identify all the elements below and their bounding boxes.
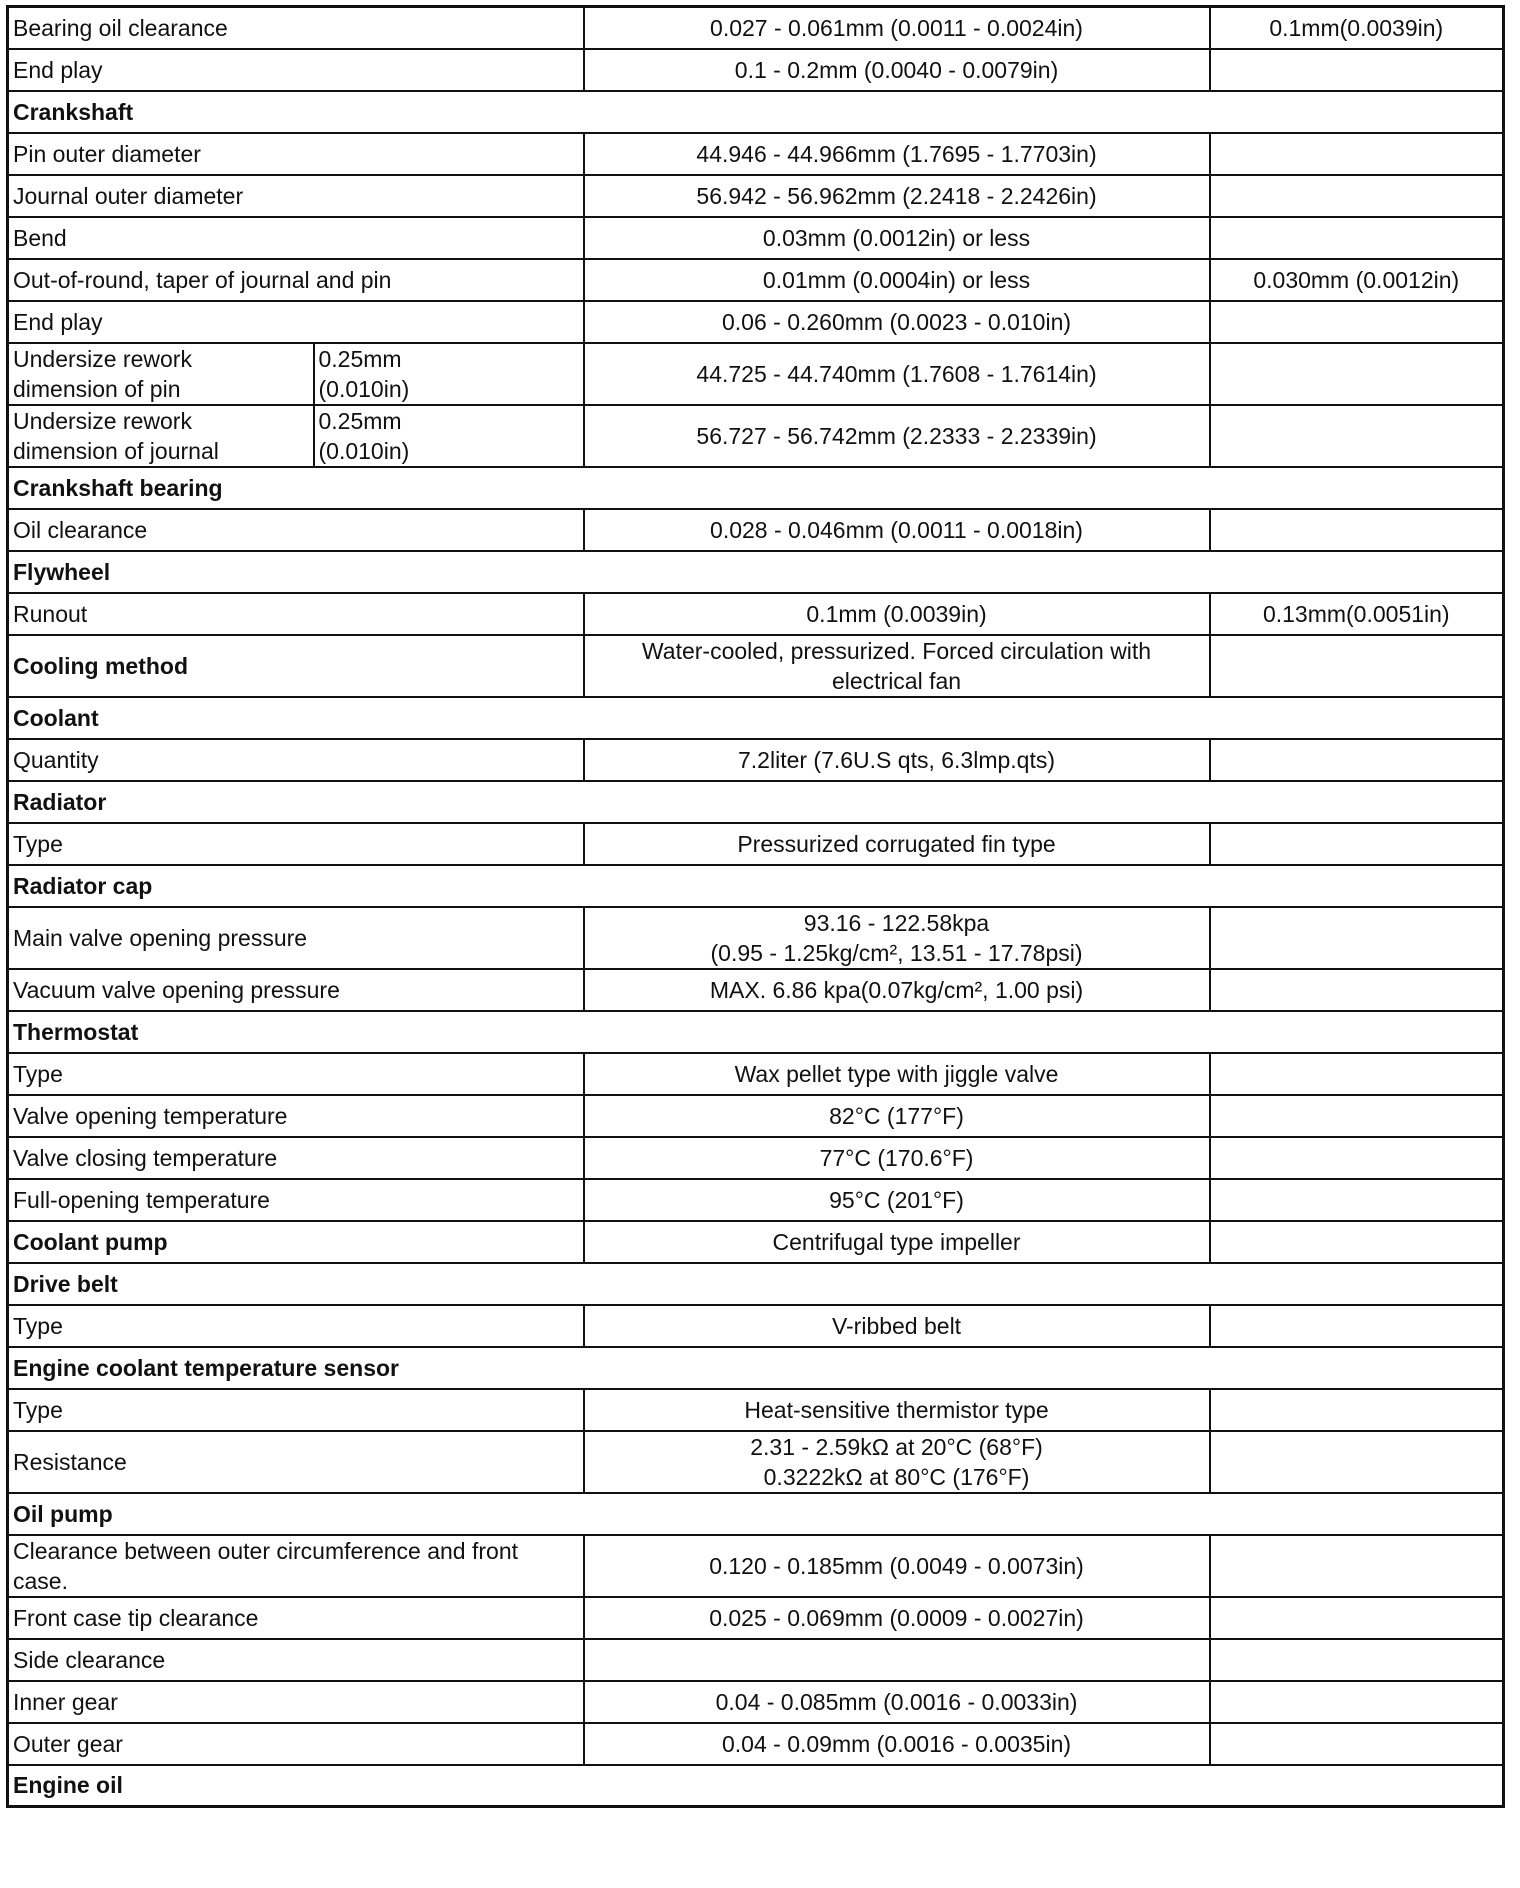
spec-label: Front case tip clearance — [8, 1597, 584, 1639]
spec-limit — [1210, 1137, 1504, 1179]
cell-text-line: dimension of pin — [13, 375, 181, 402]
spec-label: Quantity — [8, 739, 584, 781]
section-header-row — [8, 91, 1504, 133]
spec-row — [8, 1389, 1504, 1431]
spec-sub-label — [314, 343, 584, 405]
spec-value: 0.027 - 0.061mm (0.0011 - 0.0024in) — [584, 7, 1210, 49]
cell-text-line: 93.16 - 122.58kpa — [803, 909, 990, 936]
section-title: Drive belt — [8, 1263, 1504, 1305]
spec-label: Outer gear — [8, 1723, 584, 1765]
spec-limit — [1210, 1597, 1504, 1639]
spec-limit — [1210, 1389, 1504, 1431]
spec-limit — [1210, 405, 1504, 467]
cell-text-line: (0.010in) — [318, 375, 410, 402]
spec-row — [8, 969, 1504, 1011]
spec-row — [8, 259, 1504, 301]
spec-row — [8, 1305, 1504, 1347]
spec-row — [8, 133, 1504, 175]
spec-value: 0.028 - 0.046mm (0.0011 - 0.0018in) — [584, 509, 1210, 551]
spec-value: 56.727 - 56.742mm (2.2333 - 2.2339in) — [584, 405, 1210, 467]
spec-label: Oil clearance — [8, 509, 584, 551]
spec-limit — [1210, 133, 1504, 175]
cell-text-line: 0.25mm — [318, 407, 402, 434]
section-title: Engine oil — [8, 1765, 1504, 1807]
section-header-row — [8, 1347, 1504, 1389]
spec-label: Full-opening temperature — [8, 1179, 584, 1221]
section-title: Crankshaft — [8, 91, 1504, 133]
spec-value: 44.725 - 44.740mm (1.7608 - 1.7614in) — [584, 343, 1210, 405]
spec-value — [584, 907, 1210, 969]
section-title: Flywheel — [8, 551, 1504, 593]
spec-limit — [1210, 1095, 1504, 1137]
spec-limit — [1210, 635, 1504, 697]
spec-label: Coolant pump — [8, 1221, 584, 1263]
spec-label: Type — [8, 1305, 584, 1347]
spec-row — [8, 823, 1504, 865]
spec-limit — [1210, 49, 1504, 91]
spec-limit — [1210, 343, 1504, 405]
section-title: Engine coolant temperature sensor — [8, 1347, 1504, 1389]
spec-value: V-ribbed belt — [584, 1305, 1210, 1347]
spec-row — [8, 509, 1504, 551]
spec-value: 0.025 - 0.069mm (0.0009 - 0.0027in) — [584, 1597, 1210, 1639]
spec-row — [8, 739, 1504, 781]
spec-row — [8, 7, 1504, 49]
cell-text-line: Water-cooled, pressurized. Forced circulation with — [641, 637, 1152, 664]
spec-value: 0.1 - 0.2mm (0.0040 - 0.0079in) — [584, 49, 1210, 91]
spec-limit — [1210, 969, 1504, 1011]
spec-limit — [1210, 1431, 1504, 1493]
spec-label: Valve closing temperature — [8, 1137, 584, 1179]
spec-label: End play — [8, 49, 584, 91]
spec-limit: 0.030mm (0.0012in) — [1210, 259, 1504, 301]
spec-value: 0.04 - 0.09mm (0.0016 - 0.0035in) — [584, 1723, 1210, 1765]
spec-limit — [1210, 175, 1504, 217]
spec-row — [8, 301, 1504, 343]
cell-text-line: 0.25mm — [318, 345, 402, 372]
spec-limit: 0.1mm(0.0039in) — [1210, 7, 1504, 49]
spec-value: Heat-sensitive thermistor type — [584, 1389, 1210, 1431]
spec-value: 95°C (201°F) — [584, 1179, 1210, 1221]
section-header-row — [8, 1765, 1504, 1807]
section-title: Radiator cap — [8, 865, 1504, 907]
spec-limit — [1210, 1723, 1504, 1765]
spec-limit — [1210, 823, 1504, 865]
spec-label: Type — [8, 823, 584, 865]
section-header-row — [8, 1493, 1504, 1535]
cell-text-line: Undersize rework — [13, 345, 192, 372]
cell-text-line: case. — [13, 1567, 68, 1594]
spec-row — [8, 49, 1504, 91]
spec-label: Runout — [8, 593, 584, 635]
section-title: Coolant — [8, 697, 1504, 739]
cell-text-line: Undersize rework — [13, 407, 192, 434]
spec-row — [8, 1179, 1504, 1221]
spec-value: 0.1mm (0.0039in) — [584, 593, 1210, 635]
spec-value: 44.946 - 44.966mm (1.7695 - 1.7703in) — [584, 133, 1210, 175]
spec-row — [8, 217, 1504, 259]
spec-row — [8, 343, 1504, 405]
spec-row — [8, 175, 1504, 217]
spec-label: Bearing oil clearance — [8, 7, 584, 49]
spec-value: 0.01mm (0.0004in) or less — [584, 259, 1210, 301]
spec-row — [8, 1723, 1504, 1765]
spec-table — [6, 5, 1505, 1808]
spec-value: Wax pellet type with jiggle valve — [584, 1053, 1210, 1095]
spec-row — [8, 1681, 1504, 1723]
spec-limit — [1210, 1535, 1504, 1597]
spec-limit — [1210, 217, 1504, 259]
spec-row — [8, 1095, 1504, 1137]
spec-label: Resistance — [8, 1431, 584, 1493]
spec-label — [8, 1535, 584, 1597]
cell-text-line: 0.3222kΩ at 80°C (176°F) — [763, 1463, 1030, 1490]
section-header-row — [8, 1011, 1504, 1053]
section-header-row — [8, 551, 1504, 593]
spec-value — [584, 1431, 1210, 1493]
spec-limit: 0.13mm(0.0051in) — [1210, 593, 1504, 635]
spec-value: 56.942 - 56.962mm (2.2418 - 2.2426in) — [584, 175, 1210, 217]
spec-value — [584, 1639, 1210, 1681]
section-title: Thermostat — [8, 1011, 1504, 1053]
spec-label: Main valve opening pressure — [8, 907, 584, 969]
spec-value: Centrifugal type impeller — [584, 1221, 1210, 1263]
spec-label: Type — [8, 1389, 584, 1431]
cell-text-line: (0.010in) — [318, 437, 410, 464]
spec-label: Type — [8, 1053, 584, 1095]
spec-label — [8, 405, 314, 467]
spec-limit — [1210, 739, 1504, 781]
spec-label — [8, 343, 314, 405]
spec-row — [8, 1137, 1504, 1179]
spec-limit — [1210, 1221, 1504, 1263]
spec-limit — [1210, 1305, 1504, 1347]
spec-limit — [1210, 509, 1504, 551]
section-header-row — [8, 697, 1504, 739]
spec-limit — [1210, 301, 1504, 343]
spec-row — [8, 405, 1504, 467]
spec-value: Pressurized corrugated fin type — [584, 823, 1210, 865]
spec-label: Pin outer diameter — [8, 133, 584, 175]
section-title: Radiator — [8, 781, 1504, 823]
section-header-row — [8, 467, 1504, 509]
spec-row — [8, 1597, 1504, 1639]
section-title: Oil pump — [8, 1493, 1504, 1535]
spec-value: 82°C (177°F) — [584, 1095, 1210, 1137]
spec-label: Journal outer diameter — [8, 175, 584, 217]
spec-row — [8, 1221, 1504, 1263]
spec-row — [8, 1053, 1504, 1095]
spec-value: 77°C (170.6°F) — [584, 1137, 1210, 1179]
spec-value: 0.04 - 0.085mm (0.0016 - 0.0033in) — [584, 1681, 1210, 1723]
spec-row — [8, 907, 1504, 969]
spec-label: Out-of-round, taper of journal and pin — [8, 259, 584, 301]
section-header-row — [8, 1263, 1504, 1305]
cell-text-line: (0.95 - 1.25kg/cm², 13.51 - 17.78psi) — [710, 939, 1083, 966]
spec-limit — [1210, 1179, 1504, 1221]
section-header-row — [8, 781, 1504, 823]
spec-label: Valve opening temperature — [8, 1095, 584, 1137]
cell-text-line: dimension of journal — [13, 437, 219, 464]
cell-text-line: 2.31 - 2.59kΩ at 20°C (68°F) — [750, 1433, 1043, 1460]
spec-limit — [1210, 1681, 1504, 1723]
spec-label: Bend — [8, 217, 584, 259]
spec-table-body — [8, 7, 1504, 1807]
spec-label: Inner gear — [8, 1681, 584, 1723]
spec-row — [8, 1639, 1504, 1681]
section-header-row — [8, 865, 1504, 907]
section-title: Crankshaft bearing — [8, 467, 1504, 509]
spec-label: Side clearance — [8, 1639, 584, 1681]
spec-value — [584, 635, 1210, 697]
spec-row — [8, 1431, 1504, 1493]
cell-text-line: electrical fan — [831, 667, 962, 694]
spec-row — [8, 593, 1504, 635]
spec-label: Cooling method — [8, 635, 584, 697]
spec-row — [8, 635, 1504, 697]
spec-value: 0.120 - 0.185mm (0.0049 - 0.0073in) — [584, 1535, 1210, 1597]
spec-sub-label — [314, 405, 584, 467]
spec-limit — [1210, 1053, 1504, 1095]
cell-text-line: Clearance between outer circumference and front — [13, 1537, 519, 1564]
spec-label: Vacuum valve opening pressure — [8, 969, 584, 1011]
spec-value: 7.2liter (7.6U.S qts, 6.3lmp.qts) — [584, 739, 1210, 781]
spec-limit — [1210, 1639, 1504, 1681]
spec-value: 0.06 - 0.260mm (0.0023 - 0.010in) — [584, 301, 1210, 343]
spec-value: 0.03mm (0.0012in) or less — [584, 217, 1210, 259]
spec-limit — [1210, 907, 1504, 969]
spec-value: MAX. 6.86 kpa(0.07kg/cm², 1.00 psi) — [584, 969, 1210, 1011]
spec-label: End play — [8, 301, 584, 343]
spec-row — [8, 1535, 1504, 1597]
